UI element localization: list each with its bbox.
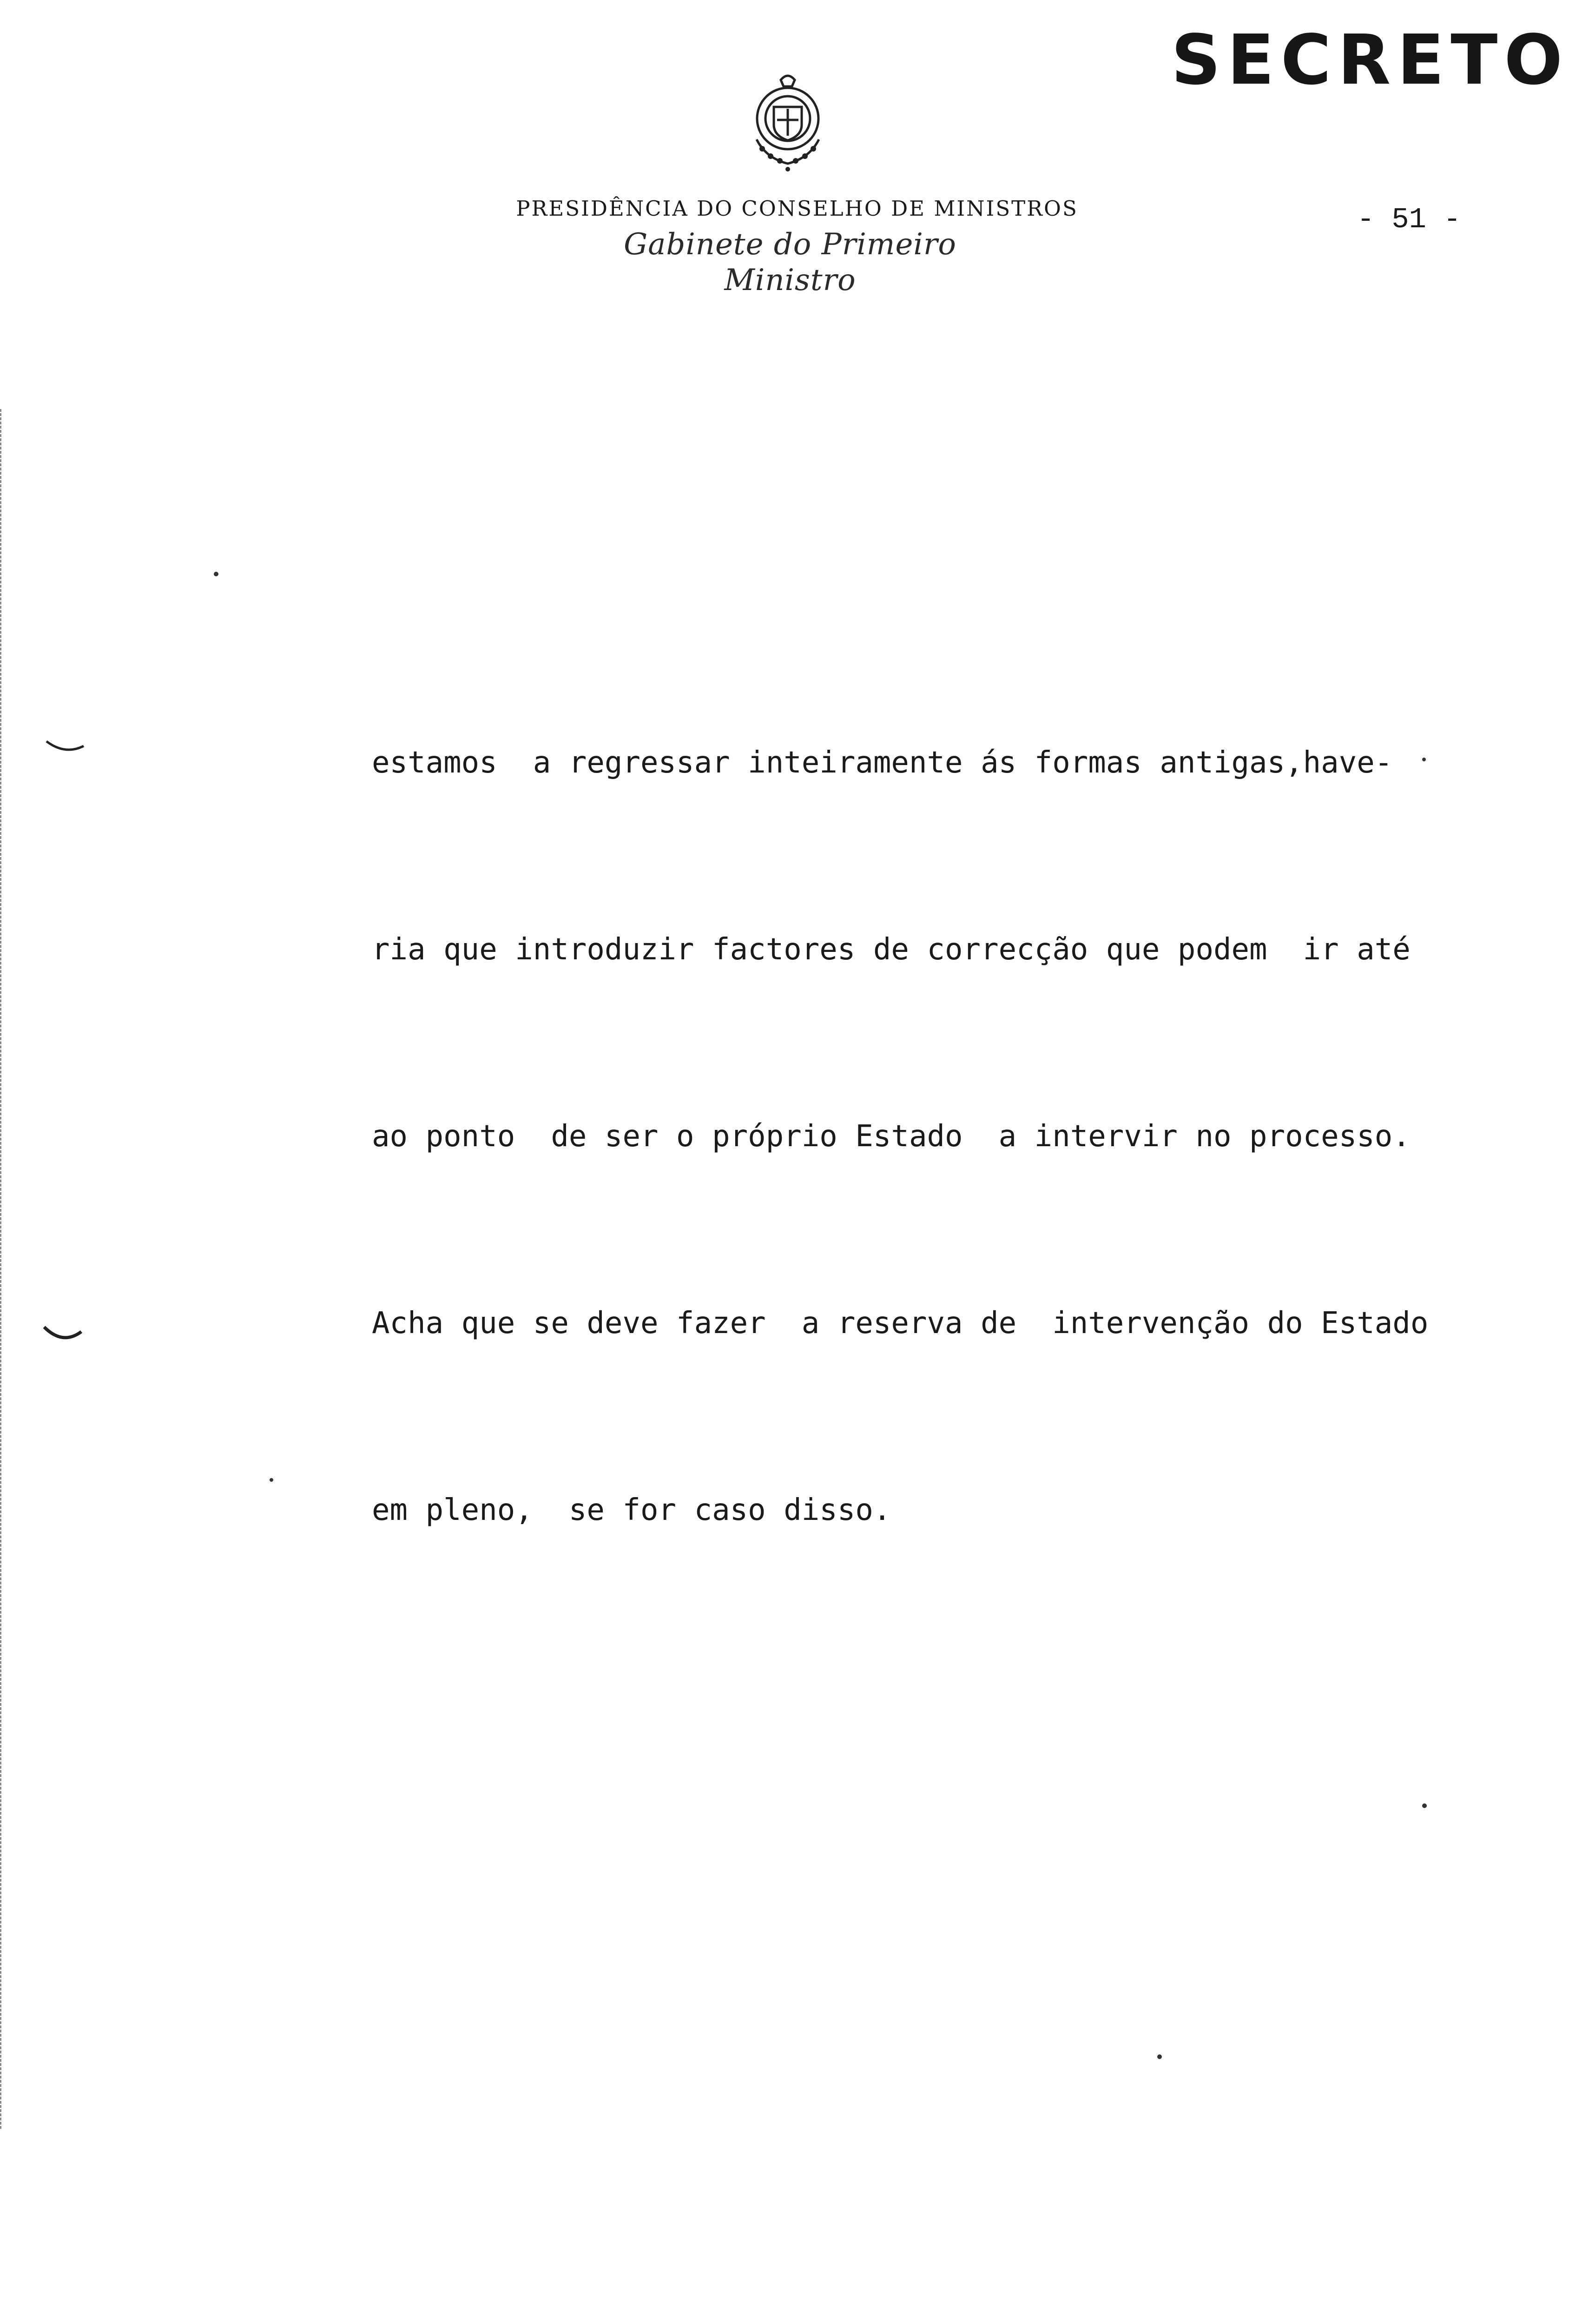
scan-dot <box>1157 2054 1162 2059</box>
document-body <box>372 482 1524 2324</box>
text-line: Acha que se deve fazer a reserva de intervenção do Estado <box>372 1306 1429 1340</box>
scan-dot <box>214 572 218 576</box>
scan-mark <box>42 1325 84 1348</box>
cabinet-subtitle: Gabinete do Primeiro Ministro <box>624 227 956 297</box>
text-line: em pleno, se for caso disso. <box>372 1493 891 1527</box>
text-line: estamos a regressar inteiramente ás formas antigas,have- <box>372 746 1393 780</box>
paragraph-2 <box>372 2226 1524 2324</box>
page-number: - 51 - <box>1357 203 1461 236</box>
classification-stamp: SECRETO <box>1171 20 1569 100</box>
scan-edge <box>0 409 5 2129</box>
office-title: PRESIDÊNCIA DO CONSELHO DE MINISTROS <box>516 196 1078 221</box>
paragraph-1 <box>372 607 1524 1790</box>
text-line: ria que introduzir factores de correcção que podem ir até <box>372 932 1411 967</box>
text-line: ao ponto de ser o próprio Estado a intervir no processo. <box>372 1119 1411 1154</box>
scan-dot <box>1422 758 1426 761</box>
scan-dot <box>270 1478 273 1482</box>
coat-of-arms-icon <box>734 70 841 177</box>
scan-mark <box>44 739 86 758</box>
scan-dot <box>1422 1803 1427 1808</box>
